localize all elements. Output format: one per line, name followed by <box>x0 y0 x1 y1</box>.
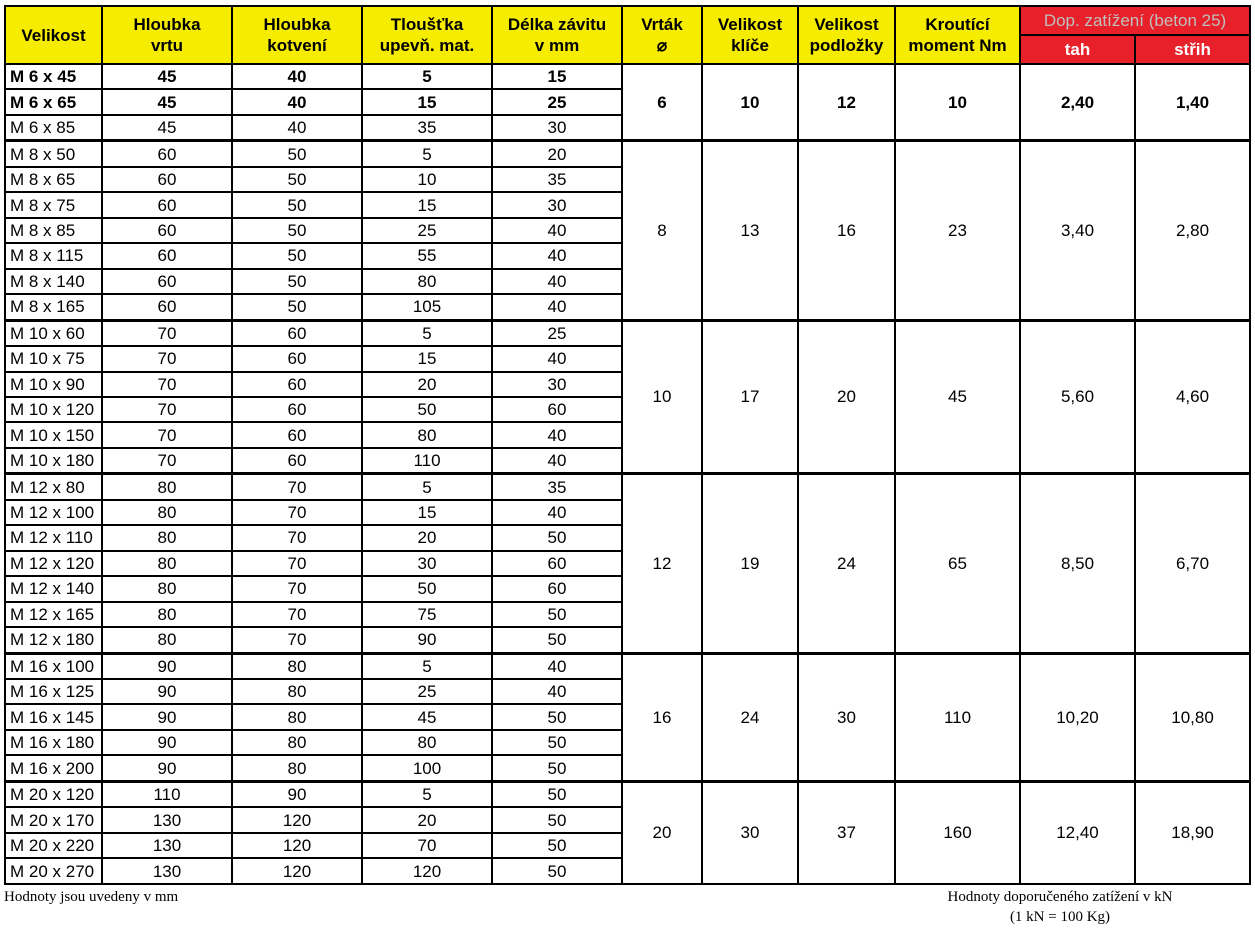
header-velikost: Velikost <box>5 6 102 64</box>
header-hloubka-vrtu: Hloubka vrtu <box>102 6 232 64</box>
cell-tloustka: 35 <box>362 115 492 141</box>
cell-tloustka: 105 <box>362 294 492 320</box>
cell-hloubka-kotveni: 40 <box>232 89 362 114</box>
cell-hloubka-vrtu: 60 <box>102 294 232 320</box>
cell-size: M 8 x 115 <box>5 243 102 268</box>
cell-tloustka: 30 <box>362 551 492 576</box>
cell-hloubka-vrtu: 90 <box>102 653 232 679</box>
cell-delka-zavitu: 50 <box>492 807 622 832</box>
table-row <box>5 474 1250 500</box>
cell-hloubka-vrtu: 80 <box>102 551 232 576</box>
cell-size: M 16 x 100 <box>5 653 102 679</box>
cell-tah: 12,40 <box>1020 781 1135 884</box>
cell-size: M 12 x 110 <box>5 525 102 550</box>
cell-tloustka: 5 <box>362 320 492 346</box>
cell-hloubka-kotveni: 60 <box>232 346 362 371</box>
cell-tloustka: 70 <box>362 833 492 858</box>
cell-delka-zavitu: 50 <box>492 781 622 807</box>
cell-size: M 16 x 125 <box>5 679 102 704</box>
cell-tah: 8,50 <box>1020 474 1135 653</box>
cell-hloubka-kotveni: 50 <box>232 167 362 192</box>
cell-delka-zavitu: 40 <box>492 679 622 704</box>
cell-velikost-podlozky: 37 <box>798 781 895 884</box>
cell-size: M 10 x 150 <box>5 422 102 447</box>
cell-velikost-klice: 30 <box>702 781 798 884</box>
cell-velikost-podlozky: 12 <box>798 64 895 141</box>
cell-tloustka: 80 <box>362 422 492 447</box>
cell-hloubka-vrtu: 45 <box>102 64 232 89</box>
cell-tloustka: 55 <box>362 243 492 268</box>
cell-size: M 10 x 60 <box>5 320 102 346</box>
cell-size: M 6 x 85 <box>5 115 102 141</box>
cell-hloubka-kotveni: 60 <box>232 397 362 422</box>
cell-tloustka: 20 <box>362 372 492 397</box>
cell-hloubka-vrtu: 90 <box>102 755 232 781</box>
cell-moment: 110 <box>895 653 1020 781</box>
cell-hloubka-vrtu: 60 <box>102 218 232 243</box>
cell-hloubka-vrtu: 90 <box>102 730 232 755</box>
cell-delka-zavitu: 15 <box>492 64 622 89</box>
cell-tloustka: 15 <box>362 500 492 525</box>
cell-size: M 12 x 120 <box>5 551 102 576</box>
cell-hloubka-kotveni: 90 <box>232 781 362 807</box>
cell-delka-zavitu: 25 <box>492 320 622 346</box>
cell-strih: 1,40 <box>1135 64 1250 141</box>
header-tah: tah <box>1020 35 1135 64</box>
cell-hloubka-kotveni: 70 <box>232 602 362 627</box>
table-row <box>5 320 1250 346</box>
cell-size: M 6 x 45 <box>5 64 102 89</box>
cell-delka-zavitu: 50 <box>492 602 622 627</box>
footnote-load-line2: (1 kN = 100 Kg) <box>1009 908 1111 925</box>
cell-hloubka-vrtu: 80 <box>102 627 232 653</box>
cell-hloubka-kotveni: 70 <box>232 627 362 653</box>
cell-hloubka-kotveni: 50 <box>232 269 362 294</box>
cell-delka-zavitu: 35 <box>492 474 622 500</box>
cell-tloustka: 5 <box>362 653 492 679</box>
cell-size: M 20 x 220 <box>5 833 102 858</box>
cell-delka-zavitu: 50 <box>492 704 622 729</box>
cell-hloubka-vrtu: 130 <box>102 858 232 884</box>
cell-hloubka-kotveni: 50 <box>232 294 362 320</box>
cell-tloustka: 90 <box>362 627 492 653</box>
cell-velikost-klice: 19 <box>702 474 798 653</box>
cell-hloubka-kotveni: 50 <box>232 192 362 217</box>
cell-hloubka-kotveni: 60 <box>232 372 362 397</box>
cell-tloustka: 25 <box>362 679 492 704</box>
cell-delka-zavitu: 35 <box>492 167 622 192</box>
cell-tloustka: 5 <box>362 141 492 167</box>
cell-size: M 10 x 90 <box>5 372 102 397</box>
cell-tloustka: 80 <box>362 269 492 294</box>
cell-velikost-klice: 24 <box>702 653 798 781</box>
cell-hloubka-vrtu: 70 <box>102 397 232 422</box>
cell-size: M 16 x 180 <box>5 730 102 755</box>
cell-delka-zavitu: 40 <box>492 218 622 243</box>
cell-velikost-podlozky: 20 <box>798 320 895 474</box>
cell-moment: 10 <box>895 64 1020 141</box>
cell-hloubka-kotveni: 120 <box>232 807 362 832</box>
cell-hloubka-vrtu: 80 <box>102 576 232 601</box>
cell-size: M 12 x 165 <box>5 602 102 627</box>
cell-vrtak: 12 <box>622 474 702 653</box>
cell-strih: 2,80 <box>1135 141 1250 320</box>
cell-hloubka-vrtu: 60 <box>102 141 232 167</box>
cell-delka-zavitu: 40 <box>492 269 622 294</box>
cell-hloubka-kotveni: 60 <box>232 448 362 474</box>
cell-tloustka: 15 <box>362 346 492 371</box>
cell-tah: 10,20 <box>1020 653 1135 781</box>
cell-hloubka-vrtu: 90 <box>102 679 232 704</box>
cell-size: M 10 x 180 <box>5 448 102 474</box>
cell-hloubka-kotveni: 80 <box>232 730 362 755</box>
cell-velikost-podlozky: 24 <box>798 474 895 653</box>
cell-velikost-klice: 13 <box>702 141 798 320</box>
cell-hloubka-vrtu: 80 <box>102 474 232 500</box>
cell-tloustka: 15 <box>362 89 492 114</box>
cell-delka-zavitu: 40 <box>492 653 622 679</box>
cell-size: M 16 x 145 <box>5 704 102 729</box>
cell-size: M 8 x 50 <box>5 141 102 167</box>
cell-hloubka-vrtu: 70 <box>102 448 232 474</box>
cell-hloubka-kotveni: 80 <box>232 704 362 729</box>
cell-hloubka-vrtu: 80 <box>102 602 232 627</box>
cell-size: M 12 x 80 <box>5 474 102 500</box>
table-row <box>5 653 1250 679</box>
cell-size: M 8 x 165 <box>5 294 102 320</box>
header-hloubka-kotveni: Hloubka kotvení <box>232 6 362 64</box>
cell-delka-zavitu: 50 <box>492 858 622 884</box>
cell-tloustka: 50 <box>362 397 492 422</box>
table-row <box>5 141 1250 167</box>
cell-tloustka: 75 <box>362 602 492 627</box>
cell-size: M 8 x 140 <box>5 269 102 294</box>
header-krouticí-moment: Kroutící moment Nm <box>895 6 1020 64</box>
cell-hloubka-vrtu: 90 <box>102 704 232 729</box>
cell-strih: 18,90 <box>1135 781 1250 884</box>
cell-hloubka-kotveni: 50 <box>232 141 362 167</box>
cell-delka-zavitu: 25 <box>492 89 622 114</box>
cell-hloubka-vrtu: 70 <box>102 422 232 447</box>
header-zatizeni: Dop. zatížení (beton 25) <box>1020 6 1250 35</box>
cell-tloustka: 5 <box>362 781 492 807</box>
cell-delka-zavitu: 50 <box>492 627 622 653</box>
header-strih: střih <box>1135 35 1250 64</box>
table-row <box>5 64 1250 89</box>
cell-vrtak: 8 <box>622 141 702 320</box>
cell-delka-zavitu: 40 <box>492 422 622 447</box>
cell-tloustka: 50 <box>362 576 492 601</box>
cell-tah: 3,40 <box>1020 141 1135 320</box>
cell-delka-zavitu: 40 <box>492 294 622 320</box>
cell-delka-zavitu: 40 <box>492 500 622 525</box>
cell-size: M 20 x 170 <box>5 807 102 832</box>
cell-tloustka: 80 <box>362 730 492 755</box>
cell-delka-zavitu: 30 <box>492 192 622 217</box>
table-body <box>5 64 1250 884</box>
cell-velikost-klice: 10 <box>702 64 798 141</box>
cell-delka-zavitu: 50 <box>492 755 622 781</box>
cell-size: M 20 x 270 <box>5 858 102 884</box>
cell-delka-zavitu: 40 <box>492 346 622 371</box>
cell-hloubka-kotveni: 70 <box>232 551 362 576</box>
cell-hloubka-kotveni: 60 <box>232 320 362 346</box>
cell-tloustka: 20 <box>362 807 492 832</box>
cell-tloustka: 5 <box>362 64 492 89</box>
cell-tah: 5,60 <box>1020 320 1135 474</box>
cell-hloubka-vrtu: 60 <box>102 167 232 192</box>
cell-vrtak: 20 <box>622 781 702 884</box>
cell-vrtak: 6 <box>622 64 702 141</box>
cell-hloubka-kotveni: 120 <box>232 833 362 858</box>
cell-hloubka-kotveni: 50 <box>232 243 362 268</box>
table-row <box>5 781 1250 807</box>
cell-velikost-podlozky: 30 <box>798 653 895 781</box>
cell-tloustka: 20 <box>362 525 492 550</box>
cell-delka-zavitu: 50 <box>492 525 622 550</box>
cell-hloubka-vrtu: 45 <box>102 89 232 114</box>
cell-hloubka-kotveni: 80 <box>232 679 362 704</box>
cell-size: M 8 x 75 <box>5 192 102 217</box>
cell-velikost-klice: 17 <box>702 320 798 474</box>
cell-vrtak: 16 <box>622 653 702 781</box>
cell-tloustka: 120 <box>362 858 492 884</box>
cell-tloustka: 15 <box>362 192 492 217</box>
cell-hloubka-vrtu: 60 <box>102 269 232 294</box>
cell-delka-zavitu: 50 <box>492 730 622 755</box>
cell-hloubka-vrtu: 130 <box>102 833 232 858</box>
cell-hloubka-kotveni: 120 <box>232 858 362 884</box>
cell-hloubka-vrtu: 130 <box>102 807 232 832</box>
footnote-units: Hodnoty jsou uvedeny v mm <box>4 889 179 905</box>
cell-hloubka-vrtu: 70 <box>102 346 232 371</box>
footnote-load-line1: Hodnoty doporučeného zatížení v kN <box>947 889 1173 905</box>
cell-size: M 8 x 85 <box>5 218 102 243</box>
cell-strih: 10,80 <box>1135 653 1250 781</box>
cell-vrtak: 10 <box>622 320 702 474</box>
cell-hloubka-vrtu: 45 <box>102 115 232 141</box>
cell-hloubka-kotveni: 70 <box>232 525 362 550</box>
cell-hloubka-kotveni: 80 <box>232 755 362 781</box>
cell-delka-zavitu: 50 <box>492 833 622 858</box>
cell-hloubka-kotveni: 80 <box>232 653 362 679</box>
cell-tloustka: 25 <box>362 218 492 243</box>
cell-tloustka: 100 <box>362 755 492 781</box>
cell-velikost-podlozky: 16 <box>798 141 895 320</box>
cell-hloubka-kotveni: 50 <box>232 218 362 243</box>
cell-delka-zavitu: 60 <box>492 397 622 422</box>
cell-delka-zavitu: 40 <box>492 243 622 268</box>
cell-hloubka-kotveni: 40 <box>232 115 362 141</box>
cell-delka-zavitu: 30 <box>492 115 622 141</box>
cell-moment: 23 <box>895 141 1020 320</box>
cell-size: M 10 x 75 <box>5 346 102 371</box>
cell-hloubka-kotveni: 70 <box>232 576 362 601</box>
cell-tloustka: 45 <box>362 704 492 729</box>
cell-strih: 4,60 <box>1135 320 1250 474</box>
header-delka-zavitu: Délka závitu v mm <box>492 6 622 64</box>
cell-size: M 16 x 200 <box>5 755 102 781</box>
cell-strih: 6,70 <box>1135 474 1250 653</box>
cell-size: M 10 x 120 <box>5 397 102 422</box>
cell-hloubka-vrtu: 110 <box>102 781 232 807</box>
cell-hloubka-kotveni: 70 <box>232 474 362 500</box>
header-velikost-klice: Velikost klíče <box>702 6 798 64</box>
cell-hloubka-vrtu: 70 <box>102 320 232 346</box>
header-velikost-podlozky: Velikost podložky <box>798 6 895 64</box>
header-vrtak: Vrták ⌀ <box>622 6 702 64</box>
cell-tloustka: 110 <box>362 448 492 474</box>
cell-moment: 45 <box>895 320 1020 474</box>
cell-moment: 160 <box>895 781 1020 884</box>
cell-hloubka-vrtu: 70 <box>102 372 232 397</box>
cell-size: M 12 x 180 <box>5 627 102 653</box>
cell-hloubka-kotveni: 60 <box>232 422 362 447</box>
cell-delka-zavitu: 20 <box>492 141 622 167</box>
cell-size: M 12 x 140 <box>5 576 102 601</box>
cell-tloustka: 5 <box>362 474 492 500</box>
cell-hloubka-kotveni: 40 <box>232 64 362 89</box>
anchor-spec-table <box>4 5 1251 885</box>
cell-hloubka-kotveni: 70 <box>232 500 362 525</box>
cell-delka-zavitu: 30 <box>492 372 622 397</box>
cell-size: M 8 x 65 <box>5 167 102 192</box>
cell-tah: 2,40 <box>1020 64 1135 141</box>
cell-hloubka-vrtu: 80 <box>102 525 232 550</box>
cell-size: M 20 x 120 <box>5 781 102 807</box>
cell-size: M 6 x 65 <box>5 89 102 114</box>
cell-hloubka-vrtu: 60 <box>102 243 232 268</box>
footnote-load <box>890 888 1230 927</box>
cell-delka-zavitu: 60 <box>492 551 622 576</box>
cell-hloubka-vrtu: 80 <box>102 500 232 525</box>
header-tloustka: Tloušťka upevň. mat. <box>362 6 492 64</box>
cell-delka-zavitu: 40 <box>492 448 622 474</box>
cell-tloustka: 10 <box>362 167 492 192</box>
cell-moment: 65 <box>895 474 1020 653</box>
cell-hloubka-vrtu: 60 <box>102 192 232 217</box>
cell-delka-zavitu: 60 <box>492 576 622 601</box>
cell-size: M 12 x 100 <box>5 500 102 525</box>
